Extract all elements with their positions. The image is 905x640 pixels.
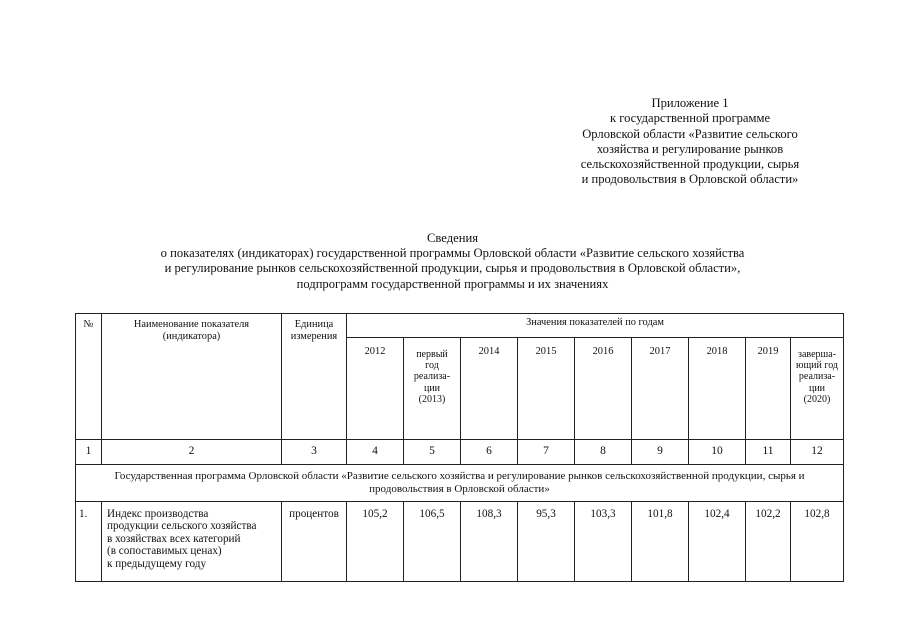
column-number-cell: 4 [347,440,404,465]
column-number-cell: 5 [404,440,461,465]
table-header-row [76,314,844,338]
header-year-line: 2016 [592,346,614,357]
header-number-text: № [83,319,94,330]
indicator-name-line: в хозяйствах всех категорий [107,532,241,545]
document-title: Сведения [427,231,478,245]
section-title: Государственная программа Орловской области «Развитие сельского хозяйства и регулирование рынков сельскохозяйственной продукции, сырья и продовольствия в Орловской области» [76,465,844,502]
indicator-value: 102,2 [746,502,791,582]
header-unit-line: Единица [294,319,334,330]
appendix-note [540,96,840,188]
indicator-name-line: продукции сельского хозяйства [107,520,257,533]
column-number-cell: 11 [746,440,791,465]
header-year-line: ющий год [795,360,839,372]
header-year-line: 2018 [706,346,728,357]
header-year-line: 2012 [364,346,386,357]
header-year-line: (2020) [803,393,831,405]
header-year [746,338,791,440]
indicators-table [75,313,844,582]
column-number-cell: 8 [575,440,632,465]
header-year-line: (2013) [418,393,446,405]
header-number [76,314,102,440]
indicator-name-line: к предыдущему году [107,557,207,570]
header-name-line: Наименование показателя [133,319,250,330]
header-year-line: реализа- [798,371,836,383]
indicator-name [102,502,282,582]
document-heading [60,231,845,292]
header-year [461,338,518,440]
indicator-value: 101,8 [632,502,689,582]
header-name-line: (индикатора) [162,330,221,342]
column-number-cell: 9 [632,440,689,465]
header-year-line: первый [416,349,448,360]
indicator-value: 95,3 [518,502,575,582]
header-year-line: год [425,360,439,372]
header-unit [282,314,347,440]
document-subtitle-line: подпрограмм государственной программы и их значениях [296,276,609,291]
header-year-line: 2017 [649,346,671,357]
header-values-group-text: Значения показателей по годам [526,317,664,328]
column-number-cell: 7 [518,440,575,465]
header-year-line: 2015 [535,346,557,357]
column-number-cell: 3 [282,440,347,465]
header-year [404,338,461,440]
header-year-line: 2014 [478,346,500,357]
indicator-value: 103,3 [575,502,632,582]
document-subtitle-line: о показателях (индикаторах) государственной программы Орловской области «Развитие сельского хозяйства [160,246,745,261]
table-row [76,502,844,582]
column-number-cell: 6 [461,440,518,465]
indicator-name-line: (в сопоставимых ценах) [107,545,222,558]
section-row [76,465,844,502]
column-number-cell: 2 [102,440,282,465]
column-number-cell: 10 [689,440,746,465]
header-values-group [347,314,844,338]
indicator-value: 102,8 [791,502,844,582]
header-name [102,314,282,440]
header-year-line: ции [423,382,441,394]
indicator-value: 105,2 [347,502,404,582]
indicator-value: 102,4 [689,502,746,582]
header-year-line: ции [808,382,826,394]
document-subtitle-line: и регулирование рынков сельскохозяйственной продукции, сырья и продовольствия в Орловской области», [164,261,741,276]
indicator-unit: процентов [282,502,347,582]
indicator-name-line: Индекс производства [107,508,209,520]
header-year [689,338,746,440]
header-unit-line: измерения [290,330,338,342]
header-year [575,338,632,440]
header-year [518,338,575,440]
appendix-line: к государственной программе [609,111,771,126]
header-year-line: 2019 [757,346,779,357]
row-number: 1. [76,502,102,582]
appendix-line: сельскохозяйственной продукции, сырья [580,157,800,172]
header-year [347,338,404,440]
header-year [791,338,844,440]
column-number-cell: 12 [791,440,844,465]
header-year [632,338,689,440]
appendix-line: и продовольствия в Орловской области» [581,172,799,187]
column-number-cell: 1 [76,440,102,465]
column-number-row [76,440,844,465]
appendix-line: Орловской области «Развитие сельского [582,126,798,141]
header-year-line: заверша- [798,349,836,360]
indicator-value: 106,5 [404,502,461,582]
appendix-line: Приложение 1 [651,96,729,110]
appendix-line: хозяйства и регулирование рынков [596,141,784,156]
header-year-line: реализа- [413,371,451,383]
indicator-value: 108,3 [461,502,518,582]
